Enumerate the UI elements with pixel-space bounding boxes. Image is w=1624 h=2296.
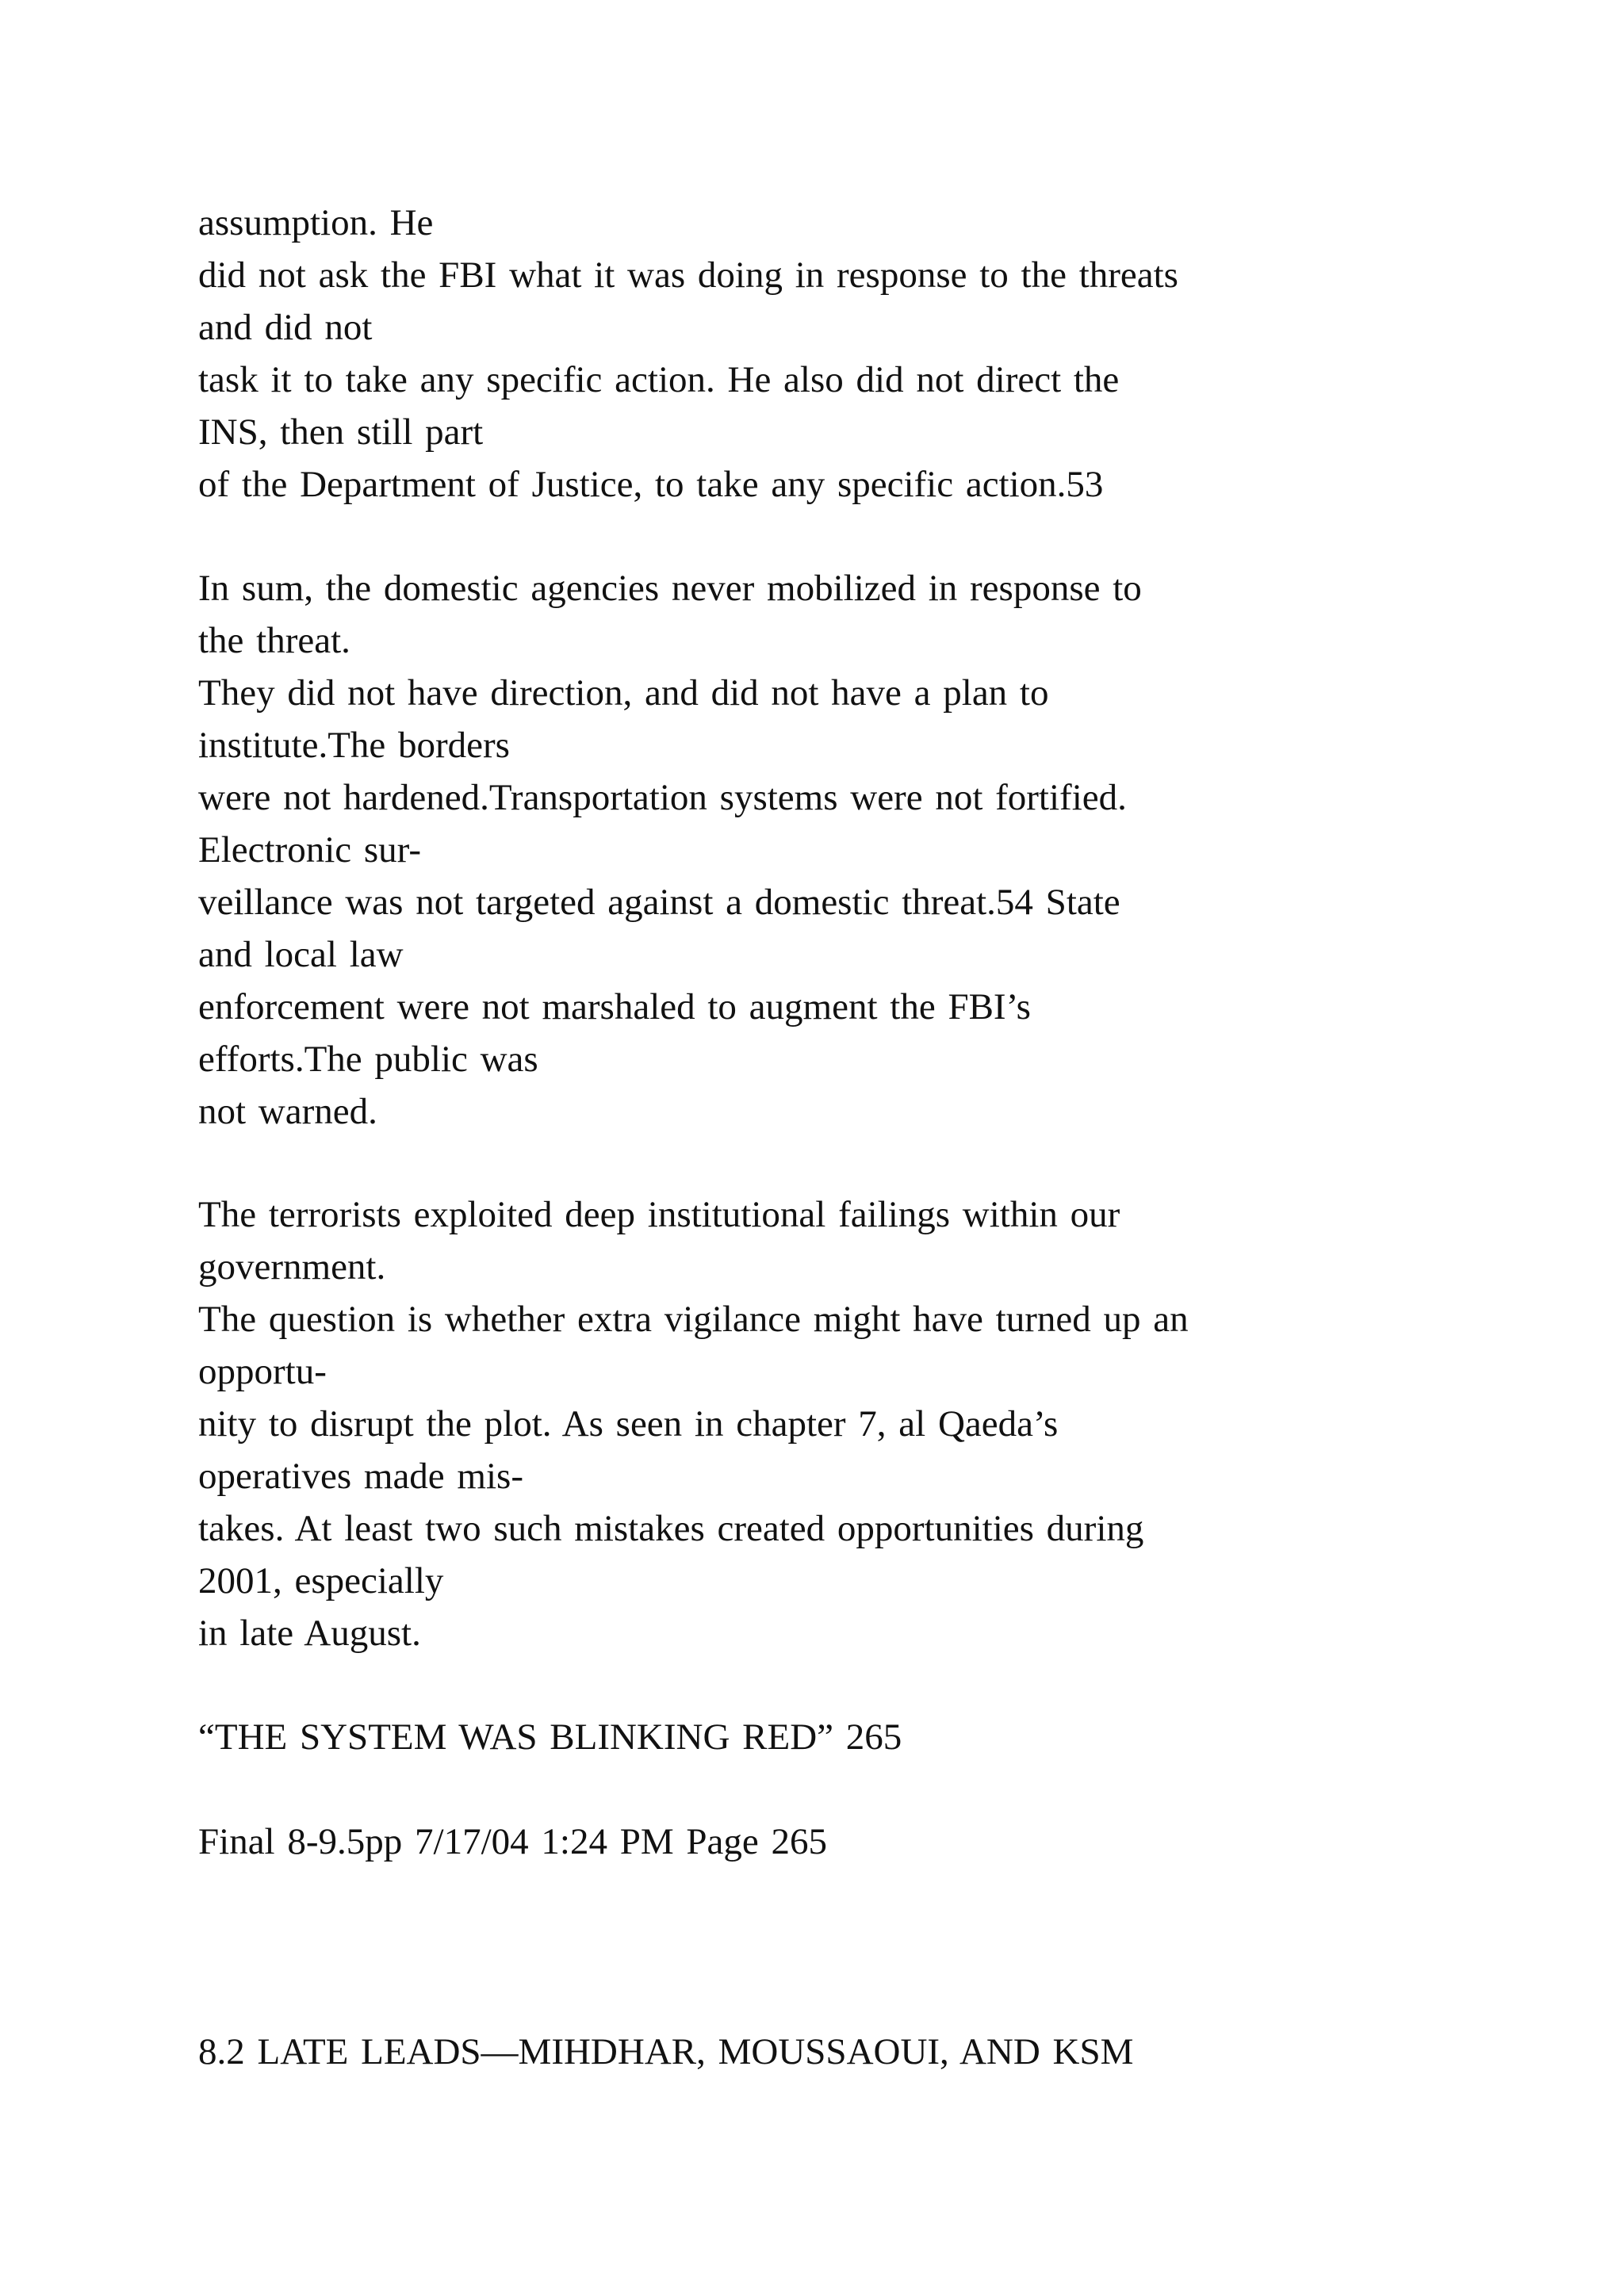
text-line: government. xyxy=(198,1246,386,1288)
running-footer-text: “THE SYSTEM WAS BLINKING RED” 265 xyxy=(198,1716,902,1758)
text-line: operatives made mis- xyxy=(198,1456,523,1497)
text-line: in late August. xyxy=(198,1613,421,1654)
text-line: INS, then still part xyxy=(198,411,484,453)
text-line: institute.The borders xyxy=(198,725,510,766)
text-line: Electronic sur- xyxy=(198,829,422,871)
text-line: opportu- xyxy=(198,1351,327,1392)
text-line: task it to take any specific action. He also did not direct the xyxy=(198,359,1120,400)
print-line xyxy=(198,1816,1546,1868)
text-line: of the Department of Justice, to take any specific action.53 xyxy=(198,464,1104,505)
text-line: enforcement were not marshaled to augment the FBI’s xyxy=(198,986,1031,1027)
text-line: The question is whether extra vigilance might have turned up an xyxy=(198,1299,1189,1340)
text-line: They did not have direction, and did not have a plan to xyxy=(198,672,1049,714)
text-line: not warned. xyxy=(198,1091,377,1132)
text-line: did not ask the FBI what it was doing in response to the threats xyxy=(198,254,1178,296)
text-line: nity to disrupt the plot. As seen in chapter 7, al Qaeda’s xyxy=(198,1403,1059,1445)
section-heading xyxy=(198,2026,1546,2078)
text-line: the threat. xyxy=(198,620,350,661)
text-line: 2001, especially xyxy=(198,1560,444,1601)
text-line: takes. At least two such mistakes created opportunities during xyxy=(198,1508,1144,1549)
text-line: veillance was not targeted against a domestic threat.54 State xyxy=(198,882,1120,923)
paragraph-terrorists xyxy=(198,1188,1546,1659)
print-line-text: Final 8-9.5pp 7/17/04 1:24 PM Page 265 xyxy=(198,1821,827,1862)
paragraph-in-sum xyxy=(198,562,1546,1138)
text-line: and did not xyxy=(198,307,373,348)
text-line: and local law xyxy=(198,934,404,975)
text-line: In sum, the domestic agencies never mobilized in response to xyxy=(198,568,1142,609)
section-heading-text: 8.2 LATE LEADS—MIHDHAR, MOUSSAOUI, AND KSM xyxy=(198,2031,1134,2072)
text-line: were not hardened.Transportation systems were not fortified. xyxy=(198,777,1127,818)
running-footer xyxy=(198,1711,1546,1763)
text-line: efforts.The public was xyxy=(198,1039,538,1080)
paragraph-assumption xyxy=(198,197,1546,511)
text-line: The terrorists exploited deep institutional failings within our xyxy=(198,1194,1120,1235)
text-line: assumption. He xyxy=(198,202,434,243)
